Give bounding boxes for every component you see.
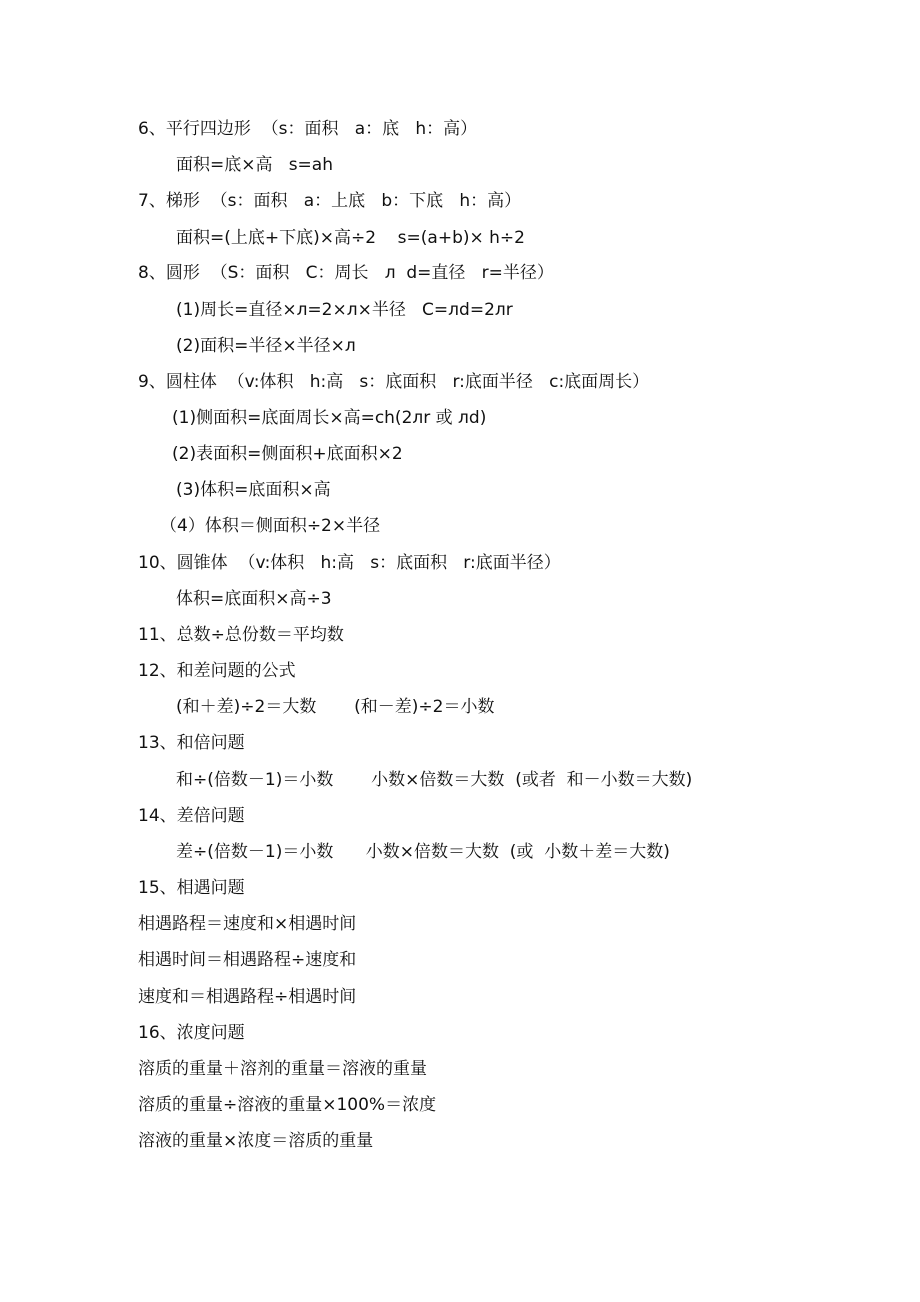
formula-line: (2)面积=半径×半径×л [176, 336, 356, 356]
section-title-cone: 10、圆锥体 （v:体积 h:高 s：底面积 r:底面半径） [138, 553, 561, 573]
formula-line: 溶质的重量＋溶剂的重量＝溶液的重量 [138, 1059, 427, 1079]
formula-line: 面积=(上底+下底)×高÷2 s=(a+b)× h÷2 [176, 228, 525, 248]
section-title-sum-multiple: 13、和倍问题 [138, 733, 245, 753]
section-title-meeting: 15、相遇问题 [138, 878, 245, 898]
formula-line: （4）体积＝侧面积÷2×半径 [160, 516, 381, 536]
section-title-difference-multiple: 14、差倍问题 [138, 806, 245, 826]
formula-line: (和＋差)÷2＝大数 (和－差)÷2＝小数 [176, 697, 495, 717]
formula-line: 差÷(倍数－1)＝小数 小数×倍数＝大数 (或 小数＋差＝大数) [176, 842, 670, 862]
formula-line: 和÷(倍数－1)＝小数 小数×倍数＝大数 (或者 和－小数＝大数) [176, 770, 693, 790]
section-title-cylinder: 9、圆柱体 （v:体积 h:高 s：底面积 r:底面半径 c:底面周长） [138, 372, 650, 392]
section-title-trapezoid: 7、梯形 （s：面积 a：上底 b：下底 h：高） [138, 191, 522, 211]
formula-line: (2)表面积=侧面积+底面积×2 [172, 444, 403, 464]
formula-line: 溶质的重量÷溶液的重量×100%＝浓度 [138, 1095, 437, 1115]
formula-line: (1)侧面积=底面周长×高=ch(2лr 或 лd) [172, 408, 487, 428]
section-title-circle: 8、圆形 （S：面积 C：周长 л d=直径 r=半径） [138, 263, 554, 283]
formula-line: (1)周长=直径×л=2×л×半径 C=лd=2лr [176, 300, 513, 320]
formula-line: 溶液的重量×浓度＝溶质的重量 [138, 1131, 374, 1151]
formula-line: (3)体积=底面积×高 [176, 480, 331, 500]
section-title-parallelogram: 6、平行四边形 （s：面积 a：底 h：高） [138, 119, 478, 139]
formula-line: 面积=底×高 s=ah [176, 155, 333, 175]
formula-line: 速度和＝相遇路程÷相遇时间 [138, 987, 357, 1007]
formula-line: 相遇路程＝速度和×相遇时间 [138, 914, 357, 934]
section-title-average: 11、总数÷总份数＝平均数 [138, 625, 344, 645]
section-title-sum-difference: 12、和差问题的公式 [138, 661, 296, 681]
section-title-concentration: 16、浓度问题 [138, 1023, 245, 1043]
formula-line: 体积=底面积×高÷3 [176, 589, 332, 609]
formula-line: 相遇时间＝相遇路程÷速度和 [138, 950, 357, 970]
